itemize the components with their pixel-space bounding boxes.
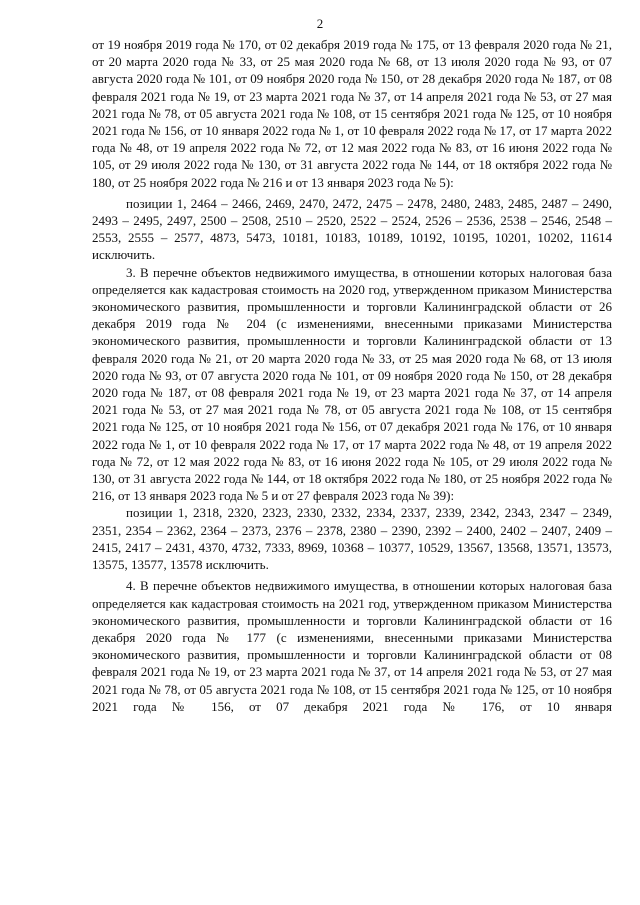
paragraph-positions-exclude-2020: позиции 1, 2318, 2320, 2323, 2330, 2332, 2334, 2337, 2339, 2342, 2343, 2347 – 2349, 2351, 2354 – 2362, 2364 – 2373, 2376 – 2378, 2380 – 2390, 2392 – 2400, 2402 – 2407, 2409 – 2415, 2417 – 2431, 4370, 4732, 7333, 8969, 10368 – 10377, 10529, 13567, 13568, 13571, 13573, 13575, 13577, 13578 исключить. — [92, 505, 612, 573]
paragraph-item-4: 4. В перечне объектов недвижимого имущества, в отношении которых налоговая база определяется как кадастровая стоимость на 2021 год, утвержденном приказом Министерства экономического развития, промышленности и торговли Калининградской области от 16 декабря 2020 года № 177 (с изменениями, внесенными приказами Министерства экономического развития, промышленности и торговли Калининградской области от 08 февраля 2021 года № 19, от 23 марта 2021 года № 37, от 14 апреля 2021 года № 53, от 27 мая 2021 года № 78, от 05 августа 2021 года № 108, от 15 сентября 2021 года № 125, от 10 ноября 2021 года № 156, от 07 декабря 2021 года № 176, от 10 января — [92, 578, 612, 714]
paragraph-positions-exclude-2019: позиции 1, 2464 – 2466, 2469, 2470, 2472, 2475 – 2478, 2480, 2483, 2485, 2487 – 2490, 2493 – 2495, 2497, 2500 – 2508, 2510 – 2520, 2522 – 2524, 2526 – 2536, 2538 – 2546, 2548 – 2553, 2555 – 2577, 4873, 5473, 10181, 10183, 10189, 10192, 10195, 10201, 10202, 11614 исключить. — [92, 195, 612, 263]
paragraph-item-3: 3. В перечне объектов недвижимого имущества, в отношении которых налоговая база определяется как кадастровая стоимость на 2020 год, утвержденном приказом Министерства экономического развития, промышленности и торговли Калининградской области от 26 декабря 2019 года № 204 (с изменениями, внесенными приказами Министерства экономического развития, промышленности и торговли Калининградской области от 13 февраля 2020 года № 21, от 20 марта 2020 года № 33, от 25 мая 2020 года № 68, от 13 июля 2020 года № 93, от 07 августа 2020 года № 101, от 09 ноября 2020 года № 150, от 28 декабря 2020 года № 187, от 08 февраля 2021 года № 19, от 23 марта 2021 года № 37, от 14 апреля 2021 года № 53, от 27 мая 2021 года № 78, от 05 августа 2021 года № 108, от 15 сентября 2021 года № 125, от 10 ноября 2021 года № 156, от 07 декабря 2021 года № 176, от 10 января 2022 года № 1, от 10 февраля 2022 года № 17, от 17 марта 2022 года № 48, от 19 апреля 2022 года № 72, от 12 мая 2022 года № 83, от 16 июня 2022 года № 105, от 29 июля 2022 года № 130, от 31 августа 2022 года № 144, от 18 октября 2022 года № 180, от 25 ноября 2022 года № 216, от 13 января 2023 года № 5 и от 27 февраля 2023 года № 39): — [92, 264, 612, 504]
page-number: 2 — [316, 16, 324, 31]
document-body — [92, 36, 612, 715]
paragraph-amendments-continuation: от 19 ноября 2019 года № 170, от 02 декабря 2019 года № 175, от 13 февраля 2020 года № 21, от 20 марта 2020 года № 33, от 25 мая 2020 года № 68, от 13 июля 2020 года № 93, от 07 августа 2020 года № 101, от 09 ноября 2020 года № 150, от 28 декабря 2020 года № 187, от 08 февраля 2021 года № 19, от 23 марта 2021 года № 37, от 14 апреля 2021 года № 53, от 27 мая 2021 года № 78, от 05 августа 2021 года № 108, от 15 сентября 2021 года № 125, от 10 ноября 2021 года № 156, от 10 января 2022 года № 1, от 10 февраля 2022 года № 17, от 17 марта 2022 года № 48, от 19 апреля 2022 года № 72, от 12 мая 2022 года № 83, от 16 июня 2022 года № 105, от 29 июля 2022 года № 130, от 31 августа 2022 года № 144, от 18 октября 2022 года № 180, от 25 ноября 2022 года № 216 и от 13 января 2023 года № 5): — [92, 37, 612, 190]
